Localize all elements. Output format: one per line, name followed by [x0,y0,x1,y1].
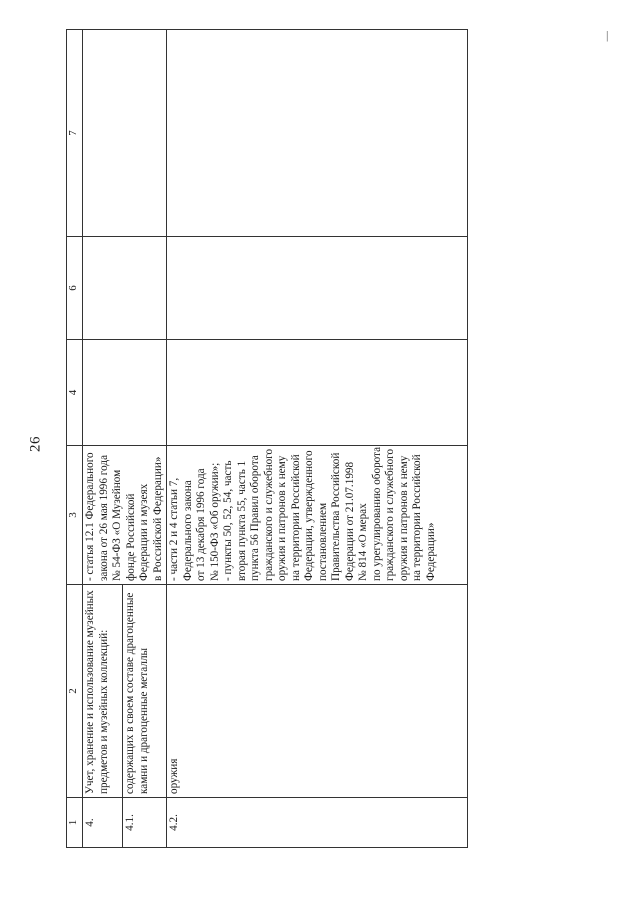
law-line: Федерации и музеях [138,483,150,581]
row-col-6 [167,237,468,340]
header-col-2: 2 [67,585,83,798]
law-line: № 814 «О мерах [357,503,369,581]
page-number: 26 [27,436,44,452]
law-line: Федерации» [424,522,437,581]
law-line: Правительства Российской [330,452,342,581]
row-col-7 [83,30,167,237]
header-col-7: 7 [67,30,83,237]
law-line: в Российской Федерации» [151,456,164,581]
law-line: пункта 56 Правил оборота [249,455,261,581]
header-col-6: 6 [67,237,83,340]
table-row [167,30,468,848]
scan-mark: | [606,28,609,42]
law-line: Федерального закона [181,480,194,581]
header-col-1: 1 [67,798,83,848]
law-line: от 13 декабря 1996 года [195,468,207,581]
law-line: Федерации от 21.07.1998 [343,461,356,581]
row-col-7 [167,30,468,237]
header-col-4: 4 [67,340,83,446]
law-line: по урегулированию оборота [370,446,383,581]
header-col-3: 3 [67,446,83,585]
law-line: гражданского и служебного [262,448,275,581]
row-col-4 [167,340,468,446]
law-line: - части 2 и 4 статьи 7, [168,477,180,581]
law-line: на территории Российской [289,454,302,581]
row-name: оружия [167,585,468,798]
row-law-reference [167,446,468,585]
law-line: фонде Российской [124,493,137,581]
law-line: гражданского и служебного [384,448,396,581]
law-line: № 54-ФЗ «О Музейном [111,469,123,581]
law-line: закона от 26 мая 1996 года [97,454,110,581]
law-line: № 150-ФЗ «Об оружии»; [208,462,221,581]
row-col-4 [83,340,167,446]
table-container [66,36,468,848]
row-name: содержащих в своем составе драгоценные камни и драгоценные металлы [123,585,167,798]
row-col-6 [83,237,167,340]
law-line: оружия и патронов к нему [276,455,288,581]
requirements-table [66,29,468,848]
row-number: 4. [83,798,123,848]
law-line: постановлением [316,502,329,581]
law-line: оружия и патронов к нему [397,455,410,581]
law-line: Федерации, утвержденного [303,450,315,581]
law-line: - статья 12.1 Федерального [84,452,96,581]
table-header-row [67,30,83,848]
table-row [83,30,123,848]
row-law-reference [83,446,167,585]
law-line: - пункты 50, 52, 54, часть [222,460,234,581]
row-number: 4.2. [167,798,468,848]
law-line: вторая пункта 55, часть 1 [235,460,248,581]
row-name: Учет, хранение и использование музейных предметов и музейных коллекций: [83,585,123,798]
row-number: 4.1. [123,798,167,848]
law-line: на территории Российской [411,454,423,581]
